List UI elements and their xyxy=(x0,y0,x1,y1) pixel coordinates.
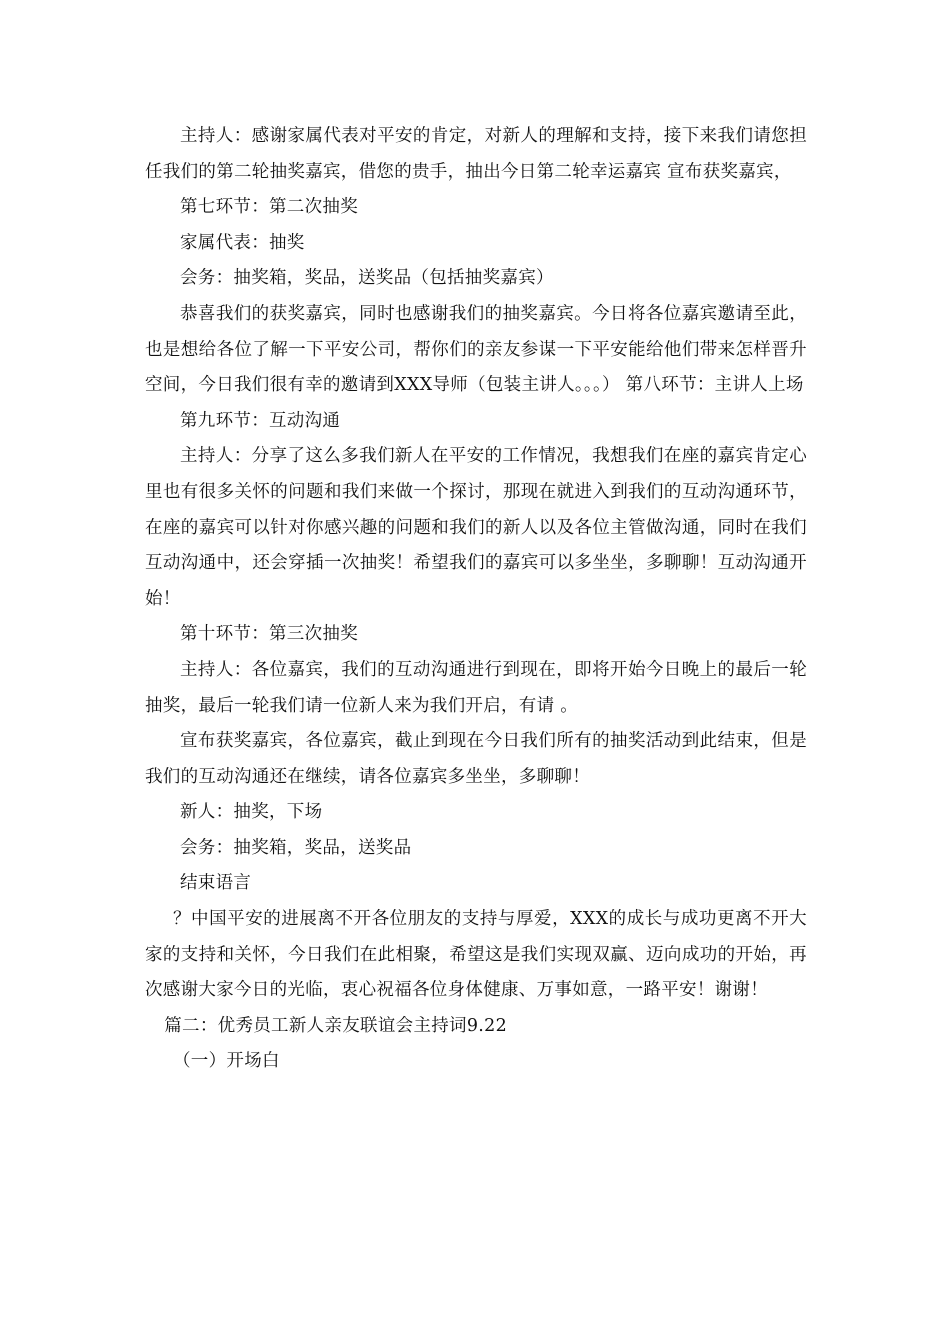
paragraph-host-final-draw: 主持人：各位嘉宾，我们的互动沟通进行到现在，即将开始今日晚上的最后一轮抽奖，最后一轮我们请一位新人来为我们开启，有请 。 xyxy=(145,659,807,716)
paragraph-family-representative: 家属代表：抽奖 xyxy=(180,232,305,253)
paragraph-newcomer: 新人：抽奖，下场 xyxy=(180,802,323,823)
paragraph-closing-speech: ？中国平安的进展离不开各位朋友的支持与厚爱，XXX的成长与成功更离不开大家的支持和关怀，今日我们在此相聚，希望这是我们实现双赢、迈向成功的开始，再次感谢大家今日的光临，衷心祝福各位身体健康、万事如意，一路平安！谢谢！ xyxy=(145,909,807,1001)
document-body xyxy=(145,119,807,1080)
paragraph-congratulations: 恭喜我们的获奖嘉宾，同时也感谢我们的抽奖嘉宾。今日将各位嘉宾邀请至此，也是想给各位了解一下平安公司，帮你们的亲友参谋一下平安能给他们带来怎样晋升空间，今日我们很有幸的邀请到XXX导师（包装主讲人。。。） 第八环节：主讲人上场 xyxy=(145,303,807,396)
paragraph-chapter-two-title: 篇二：优秀员工新人亲友联谊会主持词9.22 xyxy=(164,1015,508,1036)
paragraph-affairs-prizes-2: 会务：抽奖箱，奖品，送奖品 xyxy=(180,837,412,858)
paragraph-section-nine: 第九环节：互动沟通 xyxy=(180,410,341,431)
paragraph-closing-heading: 结束语言 xyxy=(180,873,252,894)
paragraph-section-ten: 第十环节：第三次抽奖 xyxy=(180,624,358,645)
paragraph-opening-remarks: （一）开场白 xyxy=(173,1051,280,1072)
paragraph-host-interaction: 主持人：分享了这么多我们新人在平安的工作情况，我想我们在座的嘉宾肯定心里也有很多关怀的问题和我们来做一个探讨，那现在就进入到我们的互动沟通环节，在座的嘉宾可以针对你感兴趣的问题和我们的新人以及各位主管做沟通，同时在我们互动沟通中，还会穿插一次抽奖！希望我们的嘉宾可以多坐坐，多聊聊！互动沟通开始！ xyxy=(145,446,807,609)
paragraph-announce-winners: 宣布获奖嘉宾，各位嘉宾，截止到现在今日我们所有的抽奖活动到此结束，但是我们的互动沟通还在继续，请各位嘉宾多坐坐，多聊聊！ xyxy=(145,731,807,787)
paragraph-section-seven: 第七环节：第二次抽奖 xyxy=(180,197,358,218)
paragraph-host-thanks-family: 主持人：感谢家属代表对平安的肯定，对新人的理解和支持，接下来我们请您担任我们的第二轮抽奖嘉宾，借您的贵手，抽出今日第二轮幸运嘉宾 宣布获奖嘉宾， xyxy=(145,126,807,182)
paragraph-affairs-prizes: 会务：抽奖箱，奖品，送奖品（包括抽奖嘉宾） xyxy=(180,268,554,289)
